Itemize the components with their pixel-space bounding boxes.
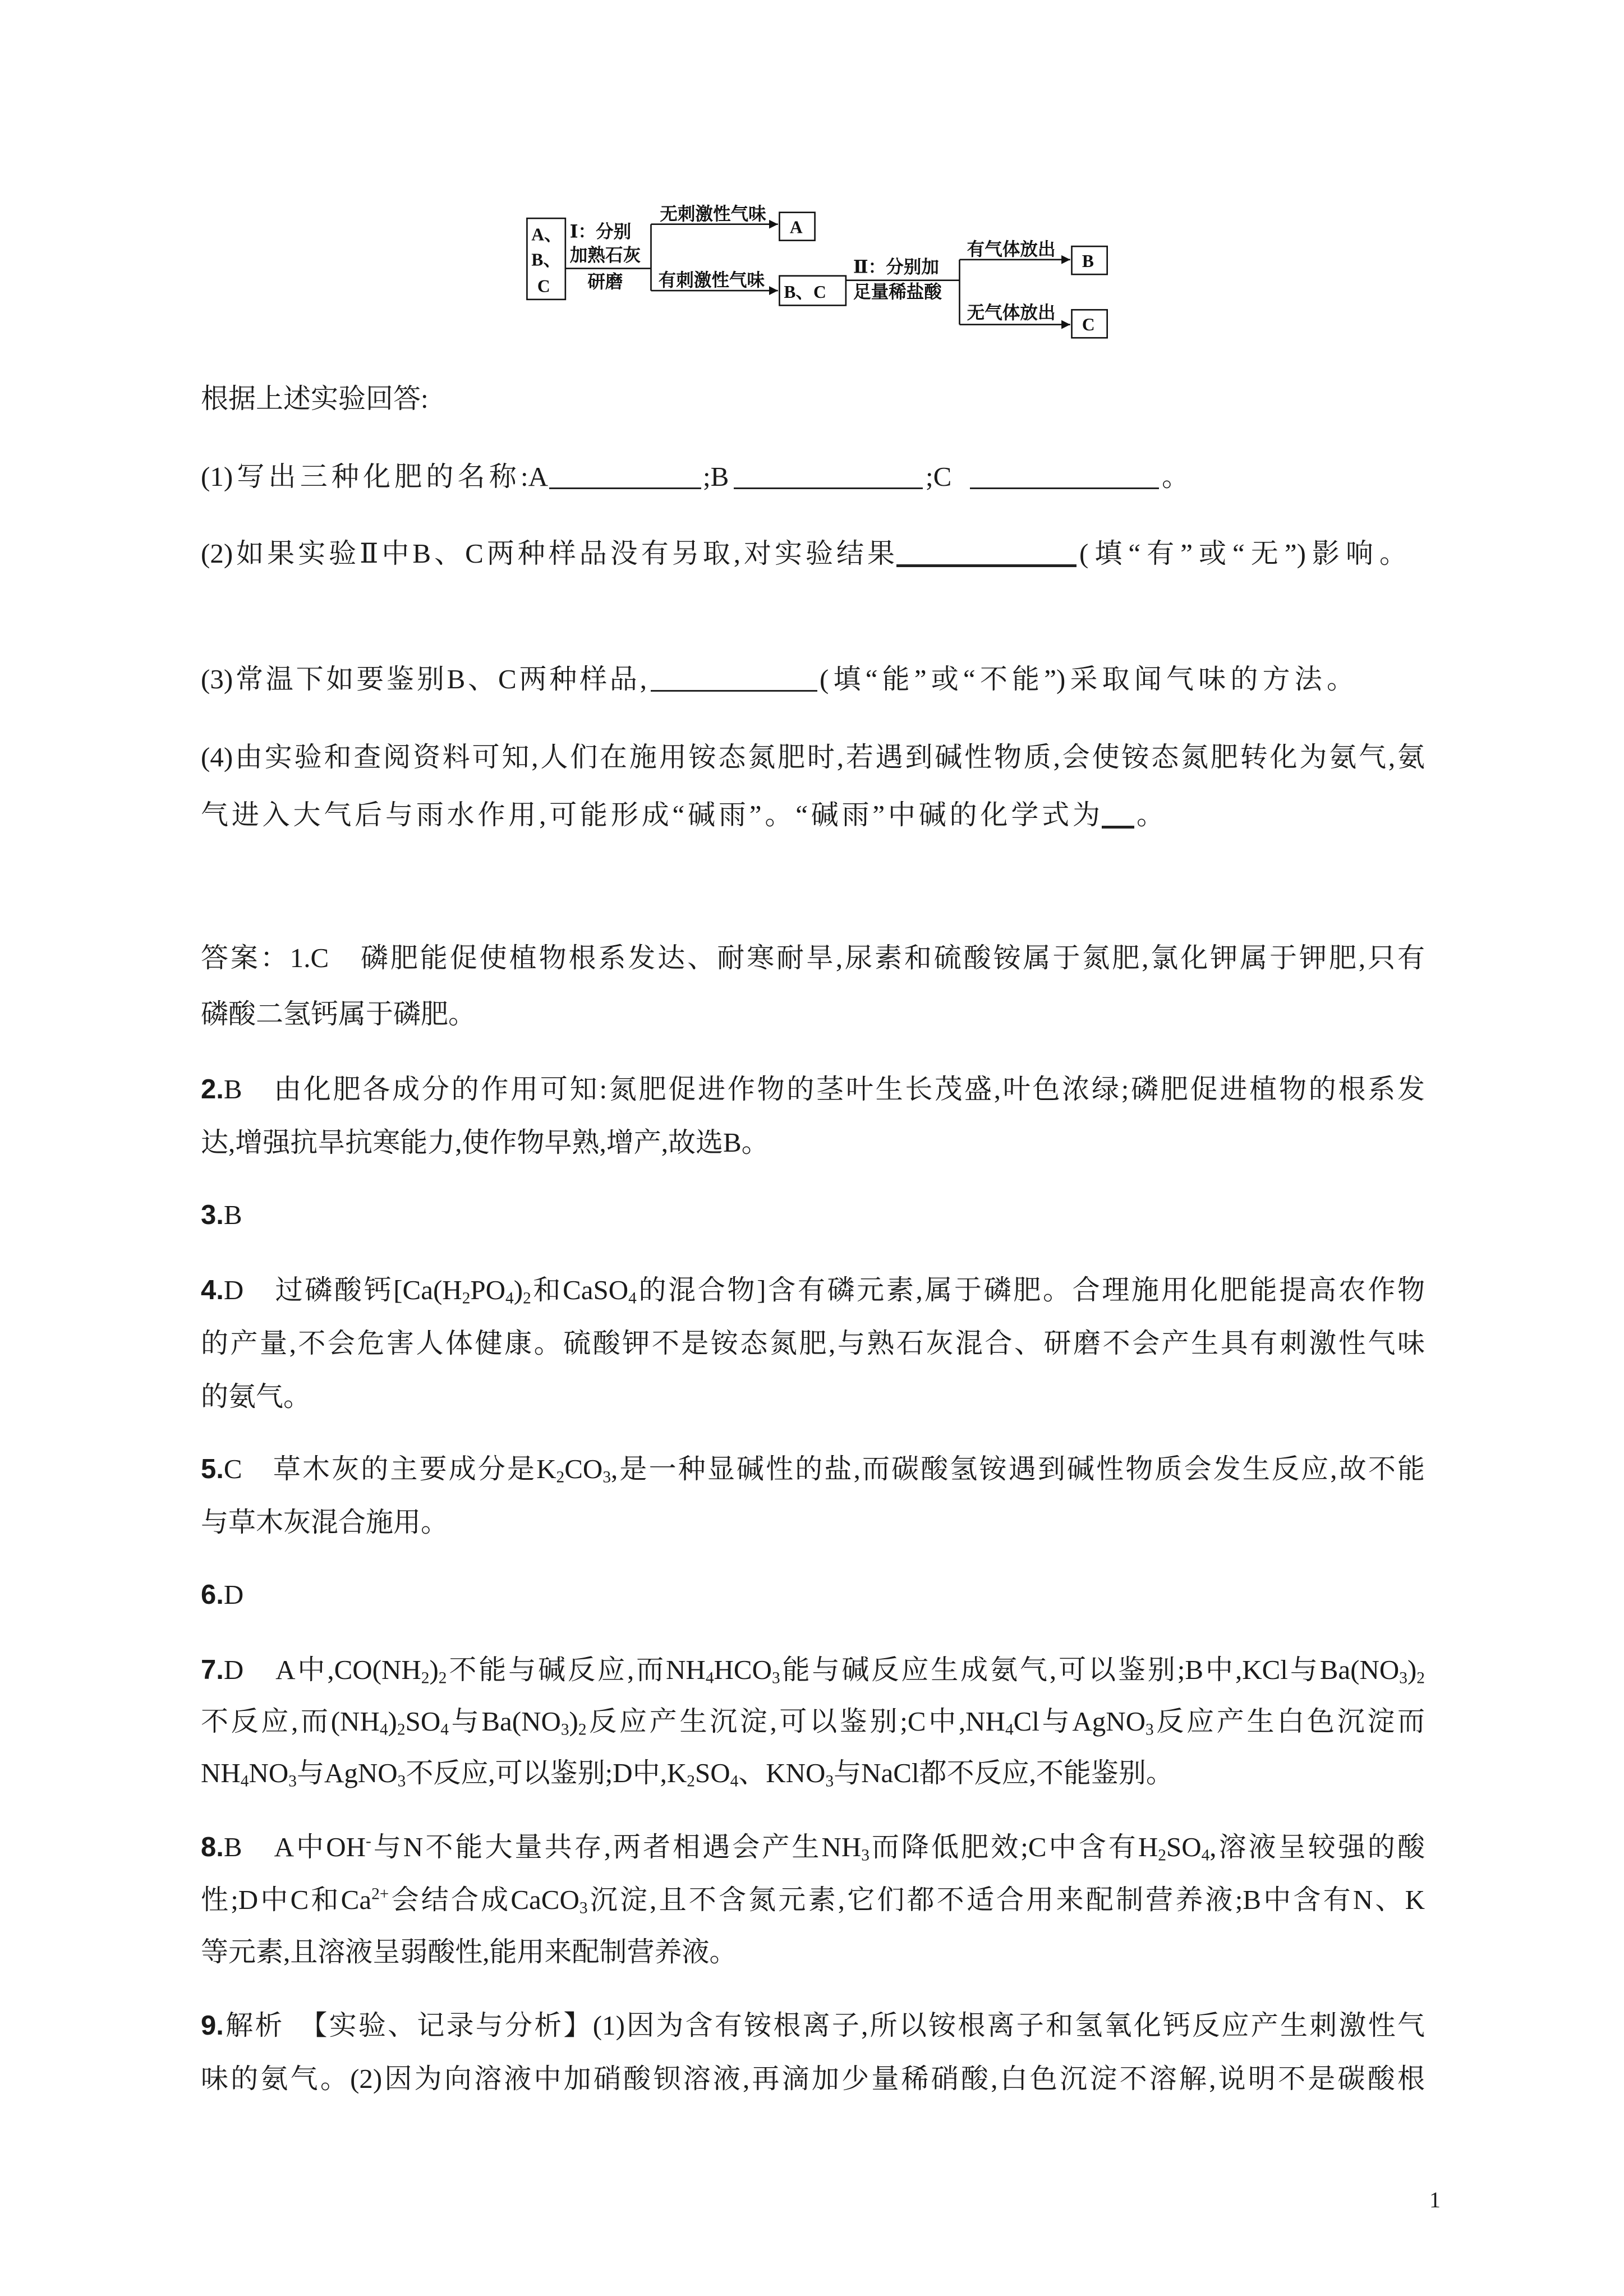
step2-label-line2: 足量稀盐酸 <box>853 282 942 302</box>
text-run: SO <box>694 1757 730 1788</box>
subscript: 4 <box>628 1289 637 1308</box>
subscript: 4 <box>379 1720 388 1739</box>
text-run: C 草木灰的主要成分是K <box>223 1453 556 1484</box>
superscript: - <box>365 1832 371 1851</box>
question-1-end: 。 <box>1162 461 1190 492</box>
answer-7-line-3 <box>201 1747 1174 1800</box>
subscript: 3 <box>772 1669 780 1687</box>
question-1-sep-c: ;C <box>926 461 952 492</box>
text-run: 会结合成CaCO <box>389 1884 579 1915</box>
text-run: 味的氨气。(2)因为向溶液中加硝酸钡溶液,再滴加少量稀硝酸,白色沉淀不溶解,说明不是碳酸根 <box>201 2063 1425 2094</box>
text-run: 解析 【实验、记录与分析】(1)因为含有铵根离子,所以铵根离子和氢氧化钙反应产生刺激性气 <box>223 2010 1425 2041</box>
text-run: 磷酸二氢钙属于磷肥。 <box>201 999 476 1029</box>
text-run: 不反应,可以鉴别;D中,K <box>406 1757 687 1788</box>
text-run: 的氨气。 <box>201 1381 311 1412</box>
question-intro: 根据上述实验回答: <box>201 383 429 414</box>
answer-5-line-1 <box>201 1443 1425 1496</box>
answer-7-line-2 <box>201 1695 1425 1748</box>
item-number: 6. <box>201 1580 224 1610</box>
sample-label-b: B、 <box>531 250 561 270</box>
subscript: 3 <box>579 1899 588 1917</box>
answer-4-line-1 <box>201 1264 1425 1317</box>
text-run: ) <box>429 1654 439 1685</box>
text-run: 而降低肥效;C中含有H <box>869 1832 1158 1862</box>
subscript: 3 <box>397 1772 406 1791</box>
text-run: ,是一种显碱性的盐,而碳酸氢铵遇到碱性物质会发生反应,故不能 <box>611 1453 1425 1484</box>
answer-blank-q4 <box>1102 789 1134 829</box>
flow-diagram <box>517 199 1122 347</box>
text-run: 与草木灰混合施用。 <box>201 1507 449 1538</box>
subscript: 4 <box>505 1289 514 1308</box>
subscript: 2 <box>687 1772 695 1791</box>
text-run: 和CaSO <box>531 1274 629 1305</box>
answer-5-line-2 <box>201 1496 448 1549</box>
text-run: ) <box>569 1706 578 1737</box>
subscript: 4 <box>730 1772 739 1791</box>
answer-1-line-1 <box>201 932 1425 984</box>
text-run: 等元素,且溶液呈弱酸性,能用来配制营养液。 <box>201 1936 737 1967</box>
subscript: 2 <box>578 1720 587 1739</box>
answer-2-line-2 <box>201 1116 769 1169</box>
answer-8-line-1 <box>201 1821 1425 1874</box>
subscript: 2 <box>1158 1846 1166 1865</box>
text-run: 与NaCl都不反应,不能鉴别。 <box>834 1757 1174 1788</box>
subscript: 3 <box>861 1846 869 1865</box>
question-4-line-1: (4)由实验和查阅资料可知,人们在施用铵态氮肥时,若遇到碱性物质,会使铵态氮肥转化为氨气,氨 <box>201 742 1425 772</box>
text-run: HCO <box>714 1654 772 1685</box>
item-number: 9. <box>201 2010 224 2041</box>
text-run: D A中,CO(NH <box>223 1654 421 1685</box>
text-run: ) <box>388 1706 397 1737</box>
text-run: NH <box>201 1757 241 1788</box>
text-run: 不能与碱反应,而NH <box>447 1654 706 1685</box>
subscript: 2 <box>462 1289 471 1308</box>
subscript: 3 <box>1399 1669 1407 1687</box>
answer-1-line-2 <box>201 988 476 1041</box>
text-run: 与AgNO <box>296 1757 398 1788</box>
text-run: Cl与AgNO <box>1013 1706 1145 1737</box>
answer-4-line-2 <box>201 1317 1425 1370</box>
subscript: 4 <box>705 1669 714 1687</box>
text-run: ) <box>1407 1654 1417 1685</box>
text-run: 达,增强抗旱抗寒能力,使作物早熟,增产,故选B。 <box>201 1127 769 1158</box>
answer-9-line-2 <box>201 2053 1425 2105</box>
item-number: 3. <box>201 1200 224 1230</box>
text-run: PO <box>470 1274 506 1305</box>
question-4-prompt: 气进入大气后与雨水作用,可能形成“碱雨”。“碱雨”中碱的化学式为 <box>201 799 1100 830</box>
answer-6-line-1 <box>201 1568 243 1621</box>
question-2-prompt: (2)如果实验Ⅱ中B、C两种样品没有另取,对实验结果 <box>201 538 895 569</box>
step2-label-line1: Ⅱ：分别加 <box>853 257 939 277</box>
item-number: 7. <box>201 1655 224 1685</box>
question-2-suffix: (填“有”或“无”)影响。 <box>1079 538 1407 569</box>
text-run: NO <box>249 1757 289 1788</box>
subscript: 3 <box>825 1772 834 1791</box>
answer-blank-q2 <box>896 527 1076 567</box>
text-run: SO <box>1166 1832 1202 1862</box>
text-run: 反应产生沉淀,可以鉴别;C中,NH <box>586 1706 1005 1737</box>
text-run: 的混合物]含有磷元素,属于磷肥。合理施用化肥能提高农作物 <box>636 1274 1425 1305</box>
subscript: 3 <box>602 1468 611 1487</box>
item-number: 8. <box>201 1832 224 1862</box>
subscript: 4 <box>1201 1846 1210 1865</box>
page-number: 1 <box>1429 2187 1441 2212</box>
text-run: 性;D中C和Ca <box>201 1884 372 1915</box>
subscript: 3 <box>288 1772 297 1791</box>
text-run: ,溶液呈较强的酸 <box>1209 1832 1425 1862</box>
question-4-end: 。 <box>1137 799 1165 830</box>
text-run: ) <box>513 1274 523 1305</box>
sample-label-a: A、 <box>531 224 562 245</box>
subscript: 2 <box>556 1468 565 1487</box>
item-number: 4. <box>201 1275 224 1305</box>
subscript: 4 <box>240 1772 249 1791</box>
branch-gas-label: 有气体放出 <box>967 239 1056 259</box>
branch-odor-label: 有刺激性气味 <box>658 270 765 291</box>
subscript: 3 <box>1145 1720 1154 1739</box>
sample-label-c: C <box>537 276 550 296</box>
step1-label-line3: 研磨 <box>587 272 623 292</box>
step1-label-line2: 加熟石灰 <box>569 245 641 265</box>
step1-label-line1: Ⅰ：分别 <box>569 222 632 242</box>
result-bc-label: B、C <box>784 282 826 302</box>
question-3-suffix: (填“能”或“不能”)采取闻气味的方法。 <box>820 664 1354 694</box>
branch-no-odor-label: 无刺激性气味 <box>660 204 766 224</box>
text-run: B 由化肥各成分的作用可知:氮肥促进作物的茎叶生长茂盛,叶色浓绿;磷肥促进植物的根系发 <box>223 1074 1425 1105</box>
text-run: 与N不能大量共存,两者相遇会产生NH <box>371 1832 862 1862</box>
superscript: 2+ <box>371 1885 389 1903</box>
answer-3-line-1 <box>201 1189 242 1241</box>
text-run: B A中OH <box>223 1832 366 1862</box>
text-run: 反应产生白色沉淀而 <box>1153 1706 1425 1737</box>
text-run: 的产量,不会危害人体健康。硫酸钾不是铵态氮肥,与熟石灰混合、研磨不会产生具有刺激性气味 <box>201 1328 1425 1359</box>
text-run: 不反应,而(NH <box>201 1706 380 1737</box>
subscript: 2 <box>1416 1669 1425 1687</box>
subscript: 2 <box>523 1289 531 1308</box>
text-run: 、KNO <box>738 1757 826 1788</box>
answer-blank-c <box>970 450 1159 489</box>
answer-blank-a <box>549 450 701 489</box>
result-a-label: A <box>789 217 803 237</box>
item-number: 5. <box>201 1454 224 1484</box>
answer-blank-b <box>734 450 923 489</box>
result-b-label: B <box>1082 251 1094 271</box>
text-run: 答案：1.C 磷肥能促使植物根系发达、耐寒耐旱,尿素和硫酸铵属于氮肥,氯化钾属于钾肥,只有 <box>201 942 1425 973</box>
text-run: 与Ba(NO <box>448 1706 561 1737</box>
answer-blank-q3 <box>651 653 817 692</box>
item-number: 2. <box>201 1074 224 1105</box>
question-3-prompt: (3)常温下如要鉴别B、C两种样品, <box>201 664 647 694</box>
answer-7-line-1 <box>201 1644 1425 1696</box>
result-c-label: C <box>1082 315 1095 335</box>
question-1-sep-b: ;B <box>703 461 729 492</box>
text-run: D <box>223 1579 244 1610</box>
subscript: 2 <box>397 1720 406 1739</box>
answer-8-line-3 <box>201 1926 737 1978</box>
answer-4-line-3 <box>201 1370 311 1423</box>
text-run: CO <box>564 1453 603 1484</box>
text-run: SO <box>405 1706 441 1737</box>
subscript: 2 <box>421 1669 430 1687</box>
branch-no-gas-label: 无气体放出 <box>967 303 1056 323</box>
text-run: 能与碱反应生成氨气,可以鉴别;B中,KCl与Ba(NO <box>780 1654 1400 1685</box>
question-1-prompt: (1)写出三种化肥的名称:A <box>201 461 548 492</box>
answer-8-line-2 <box>201 1874 1425 1926</box>
answer-2-line-1 <box>201 1063 1425 1116</box>
text-run: B <box>223 1199 242 1230</box>
subscript: 4 <box>440 1720 449 1739</box>
answer-9-line-1 <box>201 1999 1425 2052</box>
text-run: D 过磷酸钙[Ca(H <box>223 1274 462 1305</box>
subscript: 4 <box>1005 1720 1014 1739</box>
subscript: 2 <box>438 1669 447 1687</box>
text-run: 沉淀,且不含氮元素,它们都不适合用来配制营养液;B中含有N、K <box>587 1884 1425 1915</box>
subscript: 3 <box>560 1720 569 1739</box>
